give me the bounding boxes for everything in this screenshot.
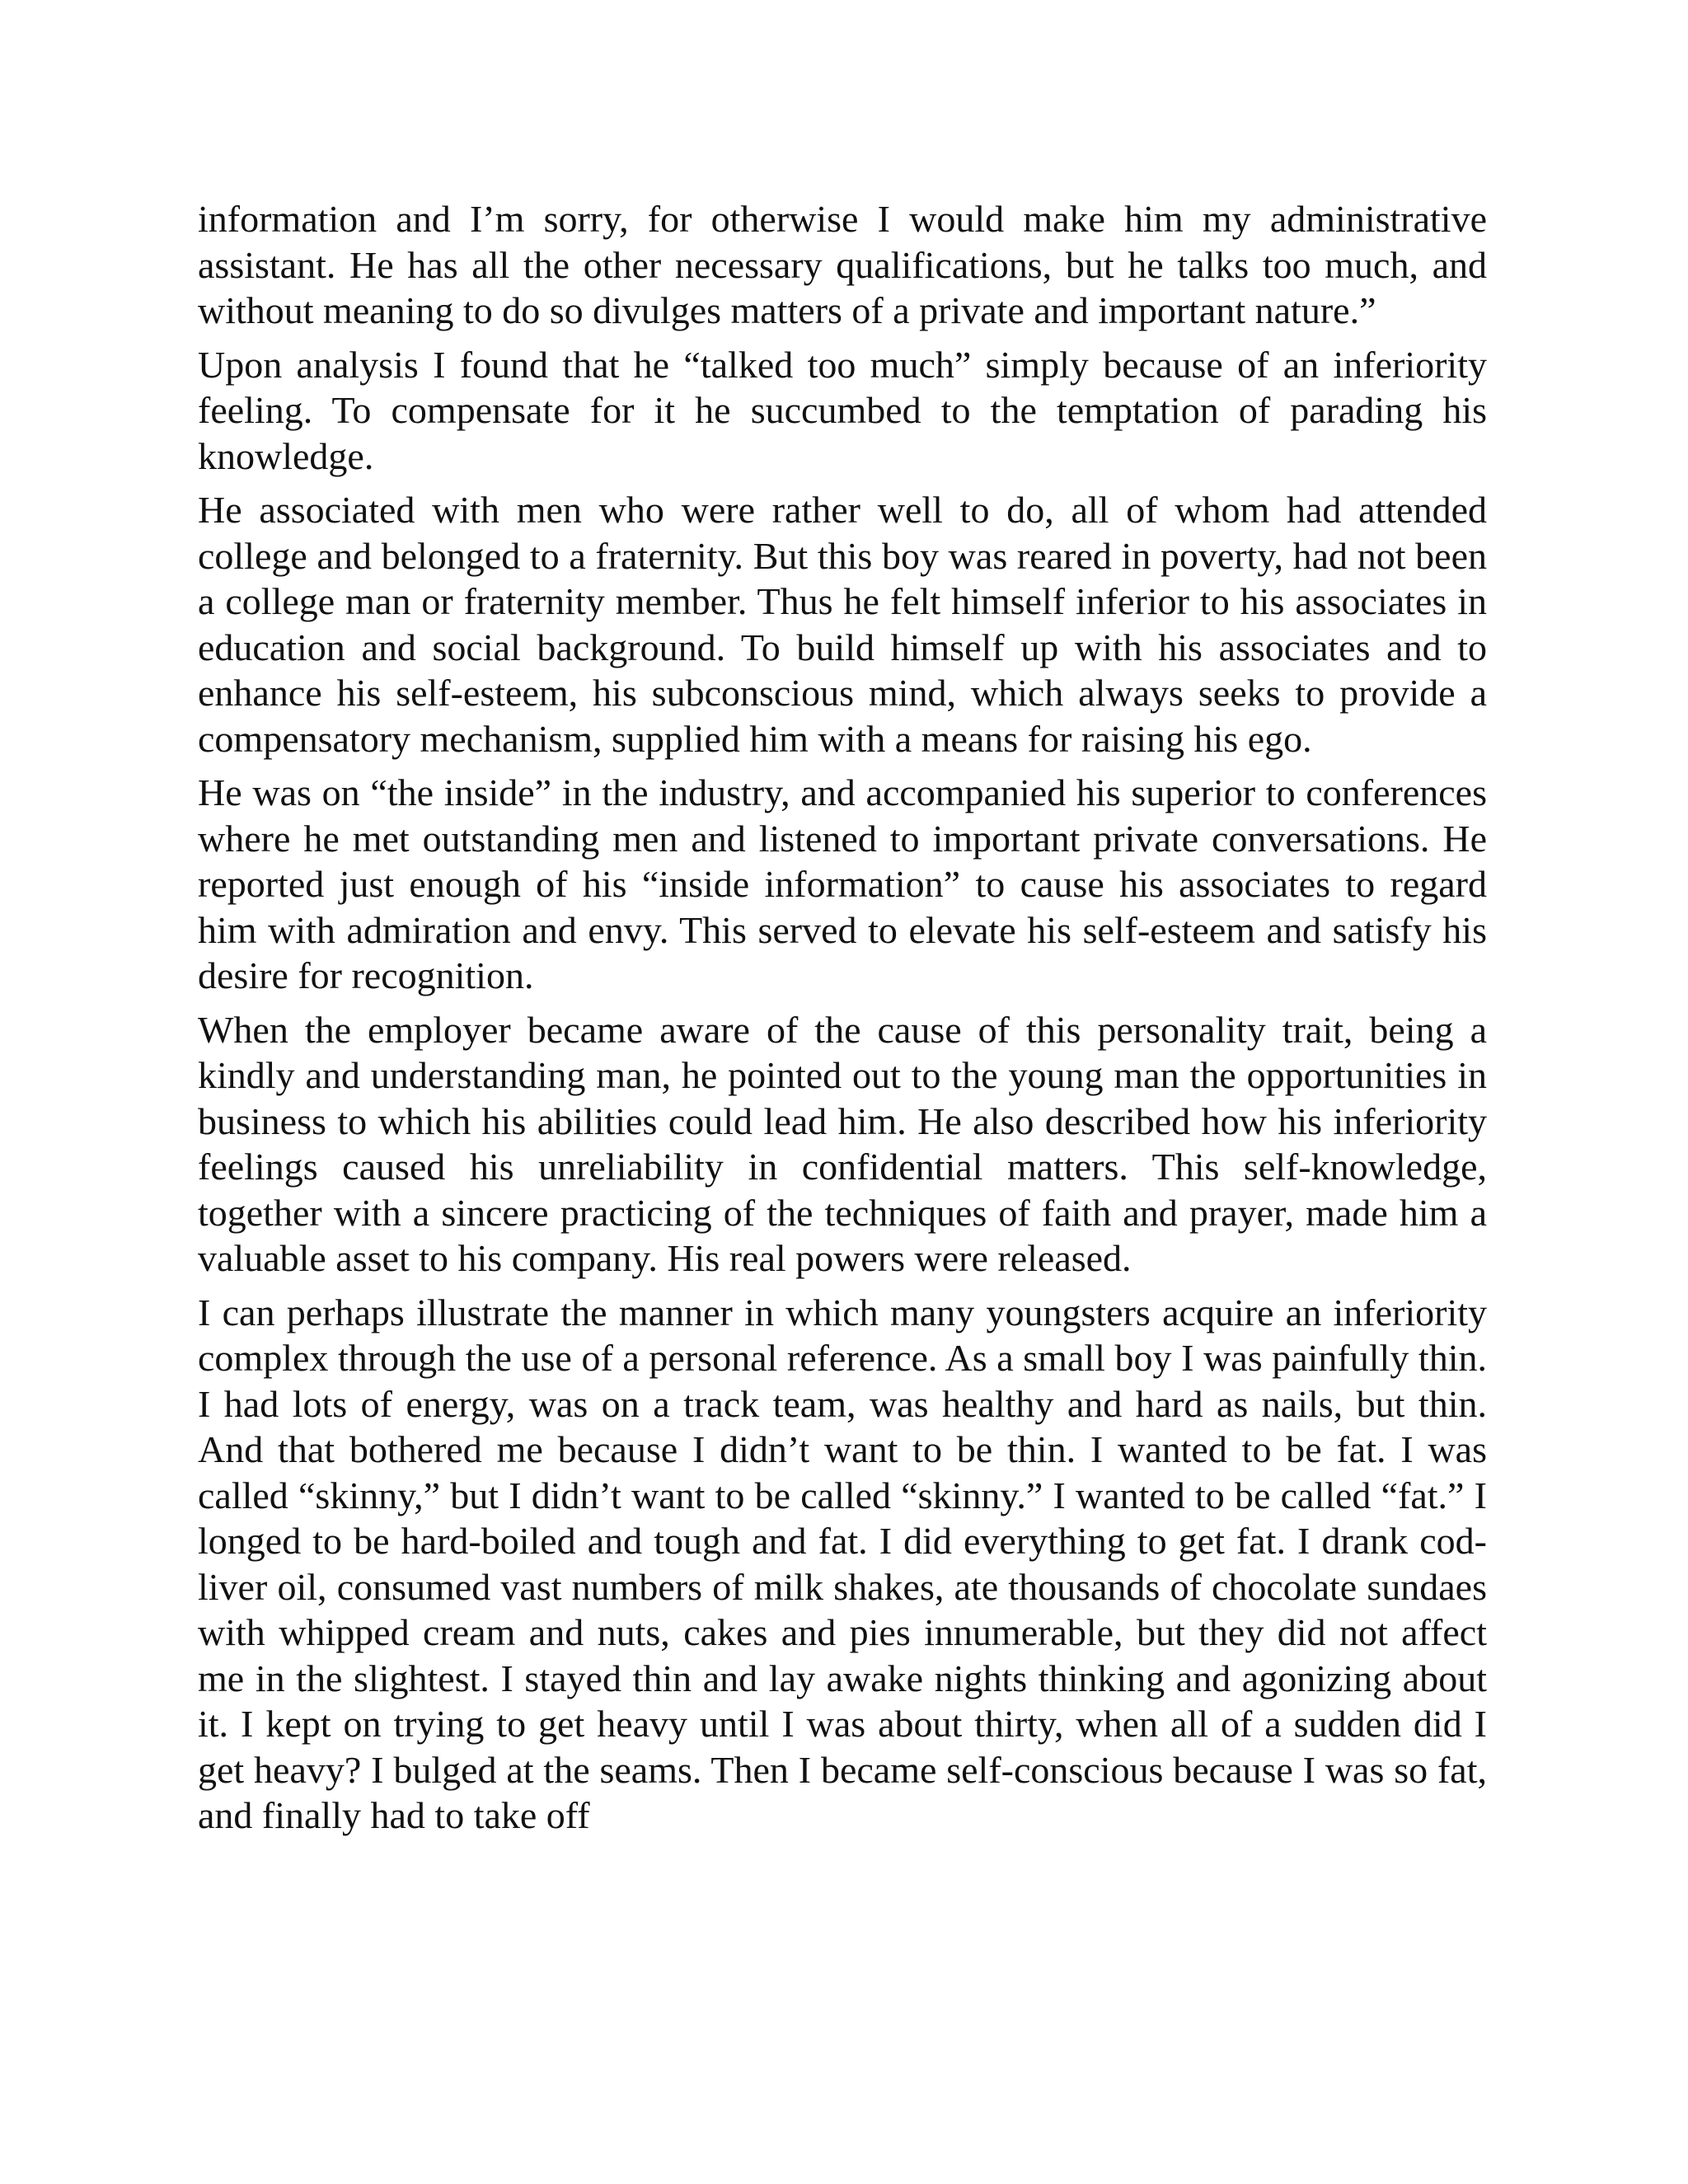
paragraph: When the employer became aware of the cause of this personality trait, being a kindly and understanding man, he pointed out to the young man the opportunities in business to which his abilities could lead him. He also described how his inferiority feelings caused his unreliability in confidential matters. This self-knowledge, together with a sincere practicing of the techniques of faith and prayer, made him a valuable asset to his company. His real powers were released. <box>198 1008 1487 1279</box>
paragraph: information and I’m sorry, for otherwise I would make him my administrative assistant. He has all the other necessary qualifications, but he talks too much, and without meaning to do so divulges matters of a private and important nature.” <box>198 198 1487 331</box>
paragraph: Upon analysis I found that he “talked too much” simply because of an inferiority feeling. To compensate for it he succumbed to the temptation of parading his knowledge. <box>198 343 1487 477</box>
paragraph: He was on “the inside” in the industry, and accompanied his superior to conferences where he met outstanding men and listened to important private conversations. He reported just enough of his “inside information” to cause his associates to regard him with admiration and envy. This served to elevate his self-esteem and satisfy his desire for recognition. <box>198 771 1487 996</box>
paragraph: He associated with men who were rather well to do, all of whom had attended college and belonged to a fraternity. But this boy was reared in poverty, had not been a college man or fraternity member. Thus he felt himself inferior to his associates in education and social background. To build himself up with his associates and to enhance his self-esteem, his subconscious mind, which always seeks to provide a compensatory mechanism, supplied him with a means for raising his ego. <box>198 489 1487 760</box>
paragraph: I can perhaps illustrate the manner in which many youngsters acquire an inferiority complex through the use of a personal reference. As a small boy I was painfully thin. I had lots of energy, was on a track team, was healthy and hard as nails, but thin. And that bothered me because I didn’t want to be thin. I wanted to be fat. I was called “skinny,” but I didn’t want to be called “skinny.” I wanted to be called “fat.” I longed to be hard-boiled and tough and fat. I did everything to get fat. I drank cod-liver oil, consumed vast numbers of milk shakes, ate thousands of chocolate sundaes with whipped cream and nuts, cakes and pies innumerable, but they did not affect me in the slightest. I stayed thin and lay awake nights thinking and agonizing about it. I kept on trying to get heavy until I was about thirty, when all of a sudden did I get heavy? I bulged at the seams. Then I became self-conscious because I was so fat, and finally had to take off <box>198 1291 1487 1836</box>
document-page <box>198 196 1487 1847</box>
